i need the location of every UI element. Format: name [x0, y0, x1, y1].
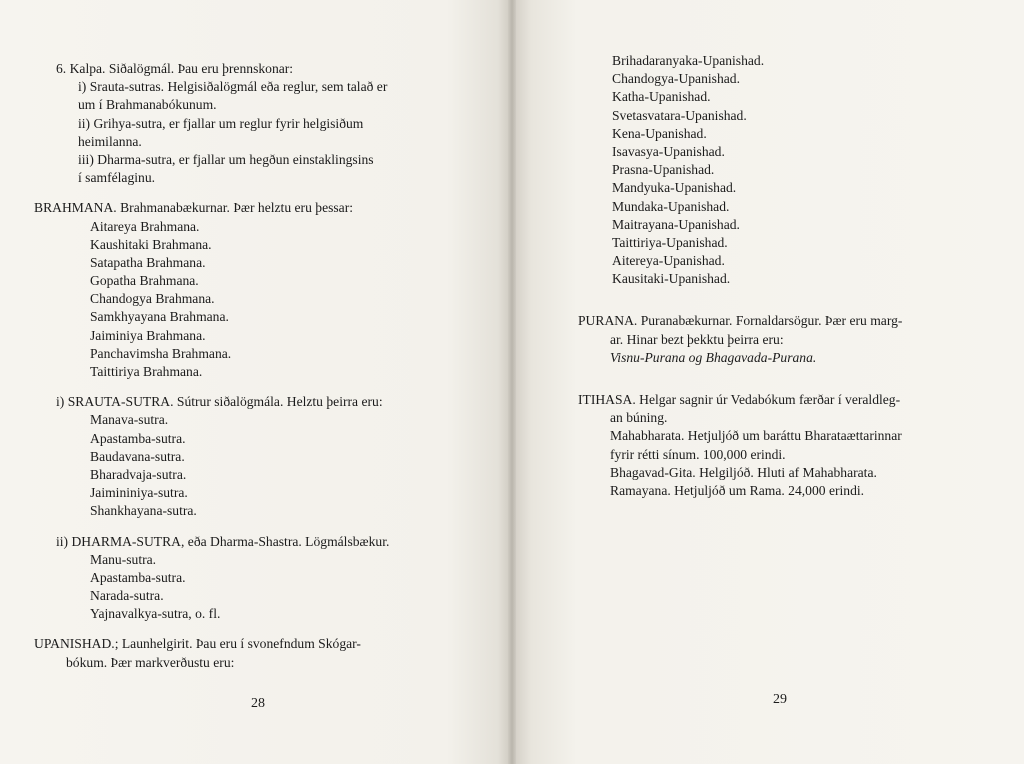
dharma-sutra-heading: ii) DHARMA-SUTRA, eða Dharma-Shastra. Lögmálsbækur. [56, 533, 390, 549]
purana-titles [578, 349, 978, 367]
kalpa-line: um í Brahmanabókunum. [78, 97, 217, 113]
upanishad-heading: UPANISHAD.; Launhelgirit. Þau eru í svonefndum Skógar- [34, 636, 361, 652]
list-item: Jaiminiya Brahmana. [90, 327, 206, 343]
itihasa-line: fyrir rétti sínum. 100,000 erindi. [610, 446, 786, 462]
right-page [516, 0, 1024, 764]
left-page [0, 0, 508, 764]
itihasa-heading: ITIHASA. Helgar sagnir úr Vedabókum færðar í veraldleg- [578, 392, 901, 407]
srauta-sutra-heading: i) SRAUTA-SUTRA. Sútrur siðalögmála. Helztu þeirra eru: [56, 394, 383, 410]
list-item: Mundaka-Upanishad. [612, 198, 730, 214]
kalpa-line: í samfélaginu. [78, 170, 156, 186]
list-item: Mandyuka-Upanishad. [612, 180, 737, 196]
left-page-text [34, 60, 466, 672]
list-item: Kausitaki-Upanishad. [612, 271, 731, 287]
list-item: Brihadaranyaka-Upanishad. [612, 53, 765, 68]
kalpa-line: iii) Dharma-sutra, er fjallar um hegðun einstaklingsins [78, 151, 374, 167]
list-item: Satapatha Brahmana. [90, 254, 206, 270]
list-item: Bharadvaja-sutra. [90, 466, 187, 482]
list-item: Baudavana-sutra. [90, 448, 185, 464]
list-item: Manu-sutra. [90, 551, 157, 567]
list-item: Chandogya-Upanishad. [612, 71, 740, 87]
itihasa-line: Bhagavad-Gita. Helgiljóð. Hluti af Mahabharata. [610, 464, 877, 480]
list-item: Taittiriya-Upanishad. [612, 234, 728, 250]
list-item: Aitereya-Upanishad. [612, 253, 725, 269]
book-gutter [508, 0, 516, 764]
kalpa-line: ii) Grihya-sutra, er fjallar um reglur fyrir helgisiðum [78, 115, 364, 131]
kalpa-line: heimilanna. [78, 133, 142, 149]
list-item: Isavasya-Upanishad. [612, 143, 725, 159]
itihasa-line: Ramayana. Hetjuljóð um Rama. 24,000 erindi. [610, 482, 865, 498]
page-number: 28 [251, 696, 265, 711]
list-item: Apastamba-sutra. [90, 569, 186, 585]
list-item: Narada-sutra. [90, 588, 164, 604]
list-item: Jaimininiya-sutra. [90, 485, 188, 501]
list-item: Maitrayana-Upanishad. [612, 216, 740, 232]
list-item: Gopatha Brahmana. [90, 273, 199, 289]
list-item: Manava-sutra. [90, 412, 169, 428]
list-item: Yajnavalkya-sutra, o. fl. [90, 606, 221, 622]
list-item: Panchavimsha Brahmana. [90, 345, 232, 361]
purana-titles-text: Visnu-Purana og Bhagavada-Purana. [610, 349, 817, 365]
list-item: Katha-Upanishad. [612, 89, 711, 105]
right-page-text [578, 52, 978, 500]
upanishad-line: bókum. Þær markverðustu eru: [66, 654, 235, 670]
list-item: Chandogya Brahmana. [90, 291, 215, 307]
brahmana-heading: BRAHMANA. Brahmanabækurnar. Þær helztu eru þessar: [34, 200, 354, 216]
itihasa-line: Mahabharata. Hetjuljóð um baráttu Bharataættarinnar [610, 428, 902, 444]
page-number: 29 [773, 692, 787, 707]
purana-line: ar. Hinar bezt þekktu þeirra eru: [610, 331, 784, 347]
list-item: Kaushitaki Brahmana. [90, 236, 212, 252]
list-item: Aitareya Brahmana. [90, 218, 200, 234]
kalpa-line: i) Srauta-sutras. Helgisiðalögmál eða reglur, sem talað er [78, 79, 388, 95]
list-item: Svetasvatara-Upanishad. [612, 107, 747, 123]
list-item: Kena-Upanishad. [612, 125, 707, 141]
itihasa-line: an búning. [610, 410, 668, 426]
list-item: Prasna-Upanishad. [612, 162, 715, 178]
list-item: Shankhayana-sutra. [90, 503, 197, 519]
list-item: Samkhyayana Brahmana. [90, 309, 229, 325]
purana-heading: PURANA. Puranabækurnar. Fornaldarsögur. Þær eru marg- [578, 313, 903, 329]
list-item: Taittiriya Brahmana. [90, 364, 203, 379]
kalpa-heading: 6. Kalpa. Siðalögmál. Þau eru þrennskonar: [56, 61, 294, 76]
list-item: Apastamba-sutra. [90, 430, 186, 446]
